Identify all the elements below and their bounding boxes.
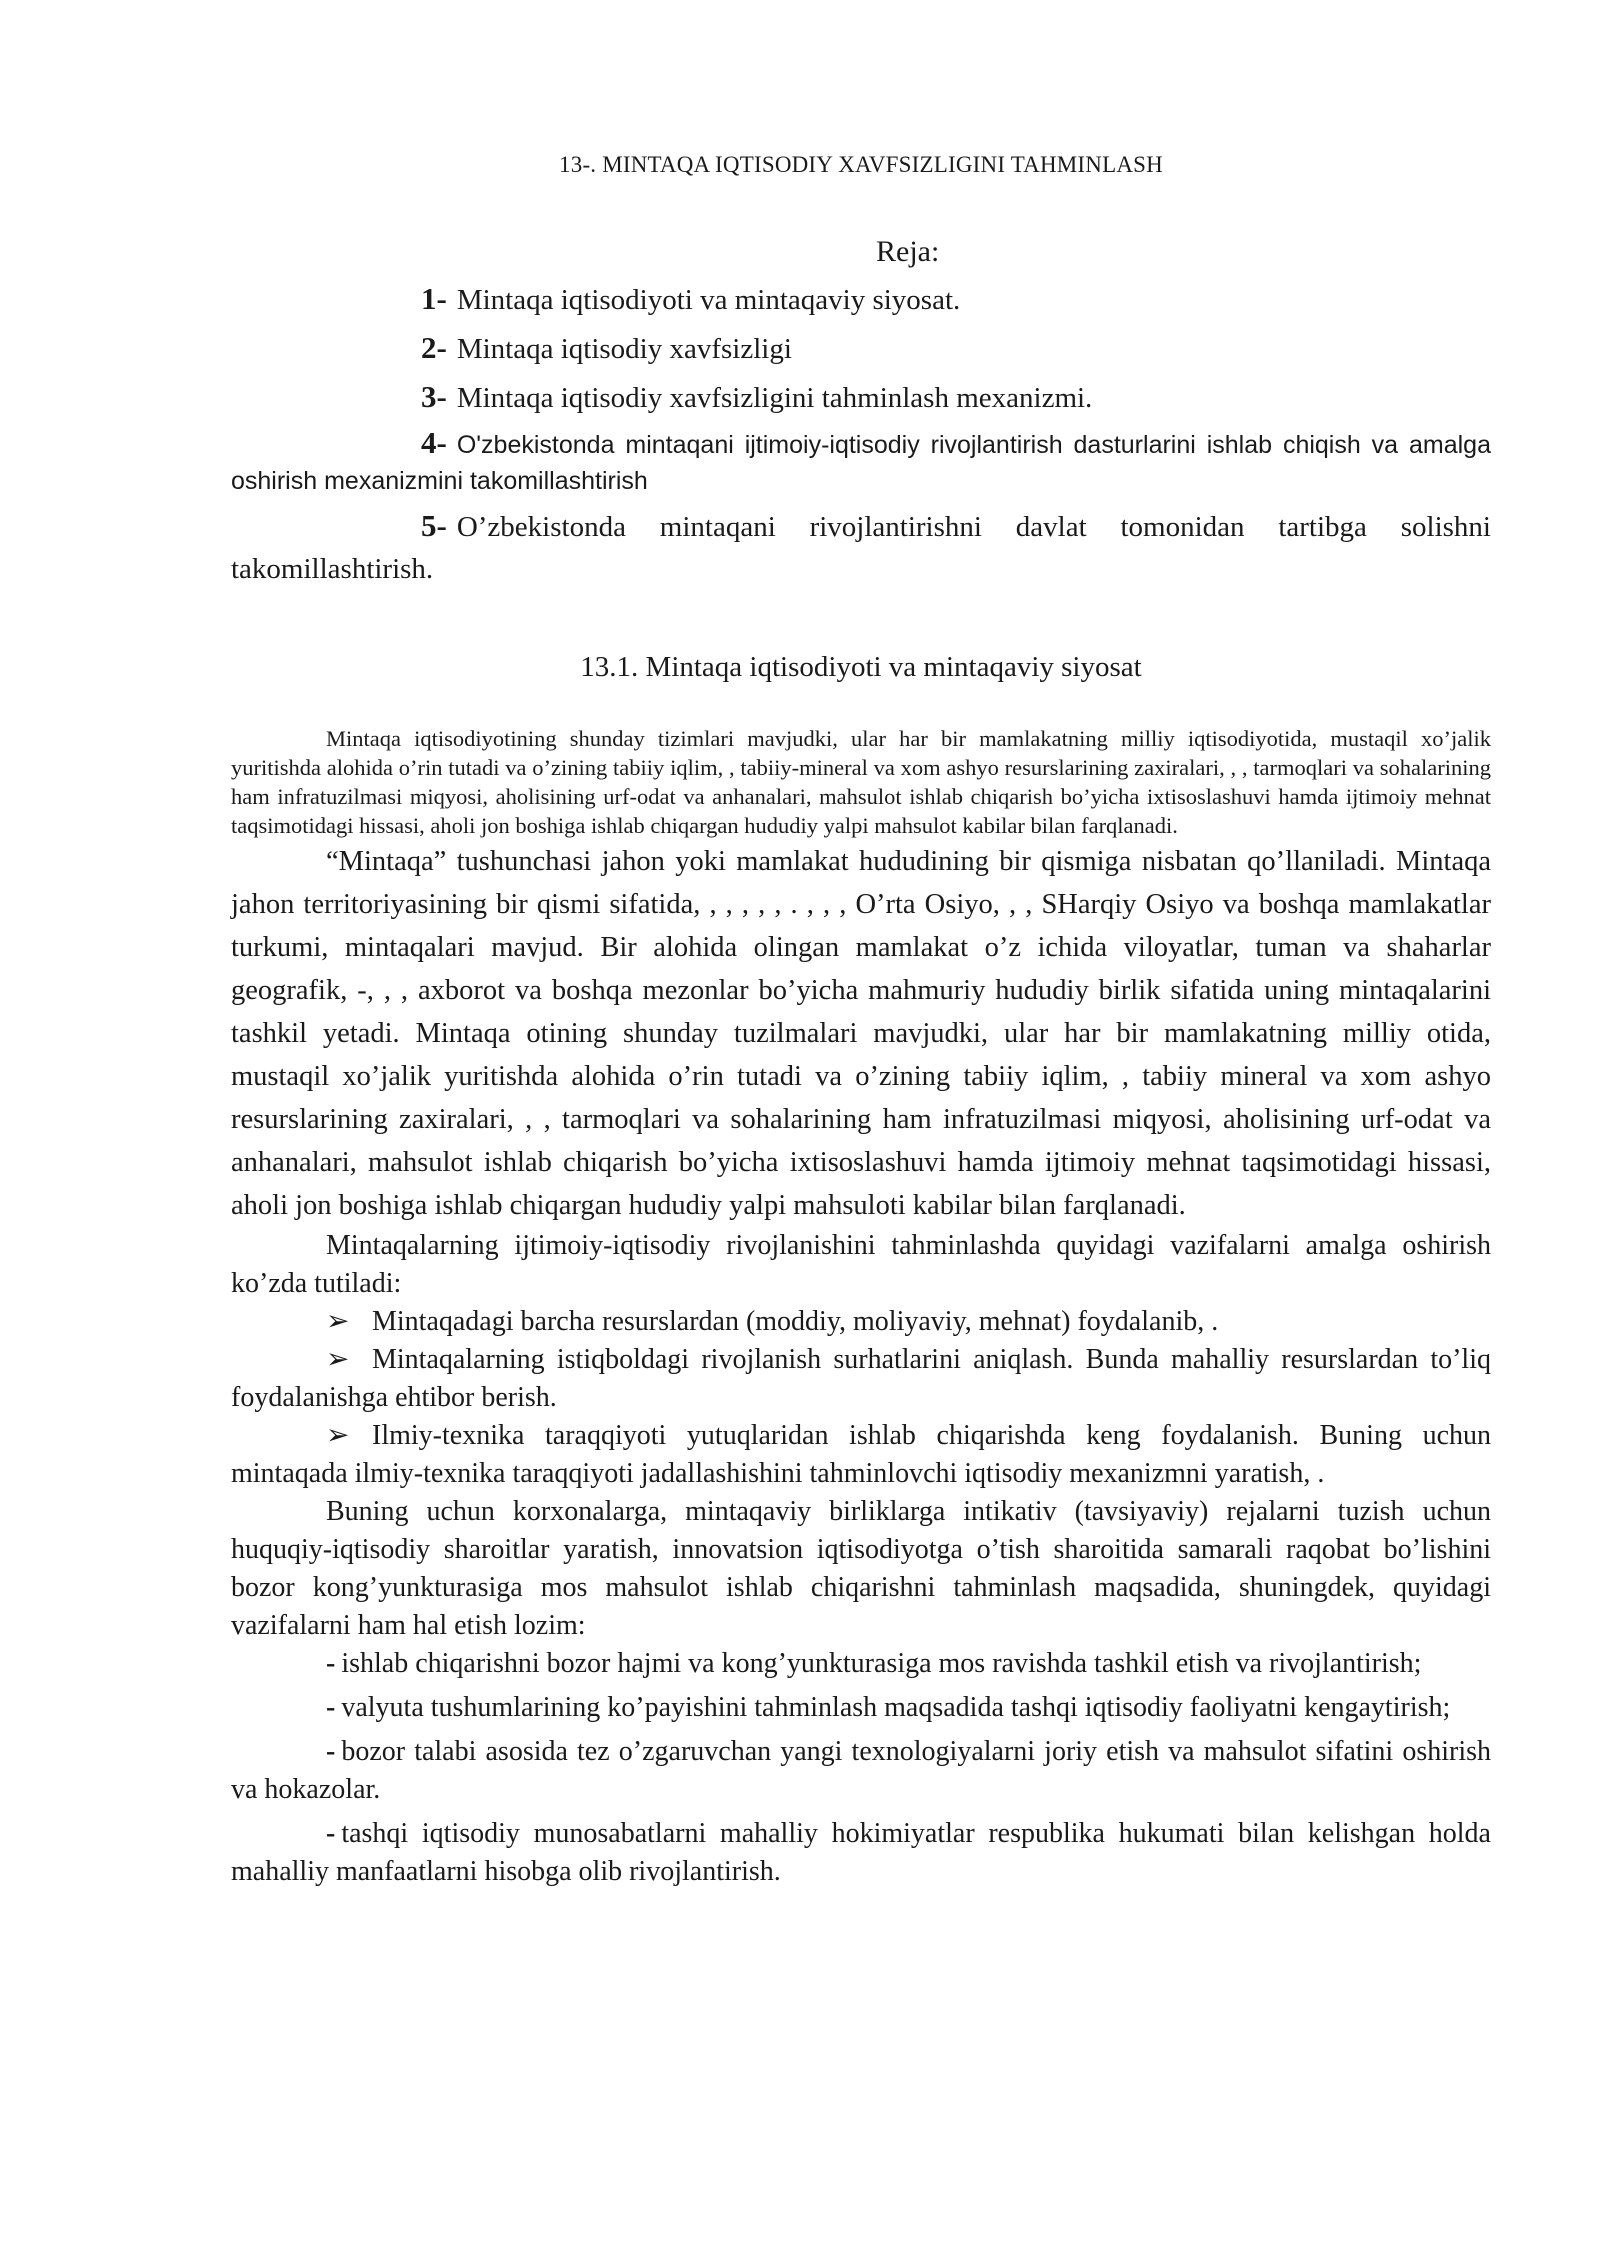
- dash-item-1: [231, 1645, 1491, 1683]
- document-body: [231, 724, 1491, 1897]
- plan-item-number: 5-: [421, 508, 447, 543]
- section-title: 13.1. Mintaqa iqtisodiyoti va mintaqaviy siyosat: [580, 651, 1142, 683]
- bullet-text: Ilmiy-texnika taraqqiyoti yutuqlaridan ishlab chiqarishda keng foydalanish. Buning uchun mintaqada ilmiy-texnika taraqqiyoti jadallashishini tahminlovchi iqtisodiy mexanizmni yaratish, .: [231, 1420, 1491, 1489]
- plan-item-number: 2-: [421, 330, 447, 365]
- dash-mark: -: [326, 1736, 336, 1767]
- dash-text: tashqi iqtisodiy munosabatlarni mahalliy hokimiyatlar respublika hukumati bilan kelishgan holda mahalliy manfaatlarni hisobga olib rivojlantirish.: [231, 1818, 1491, 1887]
- plan-item-text: O’zbekistonda mintaqani rivojlantirishni davlat tomonidan tartibga solishni takomillashtirish.: [231, 511, 1491, 585]
- arrow-bullet-icon: ➢: [326, 1420, 350, 1451]
- plan-item-text: Mintaqa iqtisodiyoti va mintaqaviy siyosat.: [456, 284, 961, 316]
- paragraph-measures: Buning uchun korxonalarga, mintaqaviy birliklarga intikativ (tavsiyaviy) rejalarni tuzish uchun huquqiy-iqtisodiy sharoitlar yaratish, innovatsion iqtisodiyotga o’tish sharoitida samarali raqobat bo’lishini bozor kong’yunkturasiga mos mahsulot ishlab chiqarishni tahminlash maqsadida, shuningdek, quyidagi vazifalarni ham hal etish lozim:: [231, 1496, 1491, 1641]
- plan-item-number: 4-: [421, 425, 447, 460]
- bullet-text: Mintaqadagi barcha resurslardan (moddiy, moliyaviy, mehnat) foydalanib, .: [372, 1306, 1219, 1337]
- plan-item-number: 3-: [421, 379, 447, 414]
- arrow-bullet-icon: ➢: [326, 1306, 350, 1337]
- plan-item-4: [231, 425, 1491, 499]
- dash-text: valyuta tushumlarining ko’payishini tahminlash maqsadida tashqi iqtisodiy faoliyatni kengaytirish;: [341, 1692, 1451, 1723]
- arrow-bullet-icon: ➢: [326, 1344, 350, 1375]
- plan-item-text: Mintaqa iqtisodiy xavfsizligi: [456, 333, 792, 365]
- bullet-item-1: [231, 1303, 1491, 1341]
- bullet-item-3: [231, 1417, 1491, 1493]
- paragraph-intro: Mintaqa iqtisodiyotining shunday tizimlari mavjudki, ular har bir mamlakatning milliy iqtisodiyotida, mustaqil xo’jalik yuritishda alohida o’rin tutadi va o’zining tabiiy iqlim, , tabiiy-mineral va xom ashyo resurslarining zaxiralari, , , tarmoqlari va sohalarining ham infratuzilmasi miqyosi, aholisining urf-odat va anhanalari, mahsulot ishlab chiqarish bo’yicha ixtisoslashuvi hamda ijtimoiy mehnat taqsimotidagi hissasi, aholi jon boshiga ishlab chiqargan hududiy yalpi mahsulot kabilar bilan farqlanadi.: [231, 726, 1491, 838]
- document-title: 13-. MINTAQA IQTISODIY XAVFSIZLIGINI TAHMINLASH: [559, 152, 1163, 177]
- dash-mark: -: [326, 1692, 336, 1723]
- plan-item-text: Mintaqa iqtisodiy xavfsizligini tahminlash mexanizmi.: [456, 382, 1093, 414]
- plan-item-5: [231, 505, 1491, 590]
- dash-item-4: [231, 1815, 1491, 1891]
- dash-item-3: [231, 1733, 1491, 1809]
- dash-mark: -: [326, 1818, 336, 1849]
- paragraph-tasks-intro: Mintaqalarning ijtimoiy-iqtisodiy rivojlanishini tahminlashda quyidagi vazifalarni amalga oshirish ko’zda tutiladi:: [231, 1230, 1491, 1299]
- plan-item-number: 1-: [421, 281, 447, 316]
- paragraph-mintaqa-concept: “Mintaqa” tushunchasi jahon yoki mamlakat hududining bir qismiga nisbatan qo’llaniladi. Mintaqa jahon territoriyasining bir qismi sifatida, , , , , , . , , , O’rta Osiyo, , , SHarqiy Osiyo va boshqa mamlakatlar turkumi, mintaqalari mavjud. Bir alohida olingan mamlakat o’z ichida viloyatlar, tuman va shaharlar geografik, -, , , axborot va boshqa mezonlar bo’yicha mahmuriy hududiy birlik sifatida uning mintaqalarini tashkil yetadi. Mintaqa otining shunday tuzilmalari mavjudki, ular har bir mamlakatning milliy otida, mustaqil xo’jalik yuritishda alohida o’rin tutadi va o’zining tabiiy iqlim, , tabiiy mineral va xom ashyo resurslarining zaxiralari, , , tarmoqlari va sohalarining ham infratuzilmasi miqyosi, aholisining urf-odat va anhanalari, mahsulot ishlab chiqarish bo’yicha ixtisoslashuvi hamda ijtimoiy mehnat taqsimotidagi hissasi, aholi jon boshiga ishlab chiqargan hududiy yalpi mahsuloti kabilar bilan farqlanadi.: [231, 846, 1491, 1221]
- dash-text: ishlab chiqarishni bozor hajmi va kong’yunkturasiga mos ravishda tashkil etish va rivojlantirish;: [341, 1648, 1422, 1679]
- bullet-text: Mintaqalarning istiqboldagi rivojlanish surhatlarini aniqlash. Bunda mahalliy resurslardan to’liq foydalanishga ehtibor berish.: [231, 1344, 1491, 1413]
- plan-item-text: O'zbekistonda mintaqani ijtimoiy-iqtisodiy rivojlantirish dasturlarini ishlab chiqish va amalga oshirish mexanizmini takomillashtirish: [231, 431, 1491, 495]
- bullet-item-2: [231, 1341, 1491, 1417]
- plan-item-1: [231, 278, 1491, 321]
- plan-item-3: [231, 376, 1491, 419]
- plan-list: [231, 278, 1491, 596]
- plan-heading: Reja:: [876, 235, 940, 268]
- dash-item-2: [231, 1689, 1491, 1727]
- dash-text: bozor talabi asosida tez o’zgaruvchan yangi texnologiyalarni joriy etish va mahsulot sifatini oshirish va hokazolar.: [231, 1736, 1491, 1805]
- dash-mark: -: [326, 1648, 336, 1679]
- plan-item-2: [231, 327, 1491, 370]
